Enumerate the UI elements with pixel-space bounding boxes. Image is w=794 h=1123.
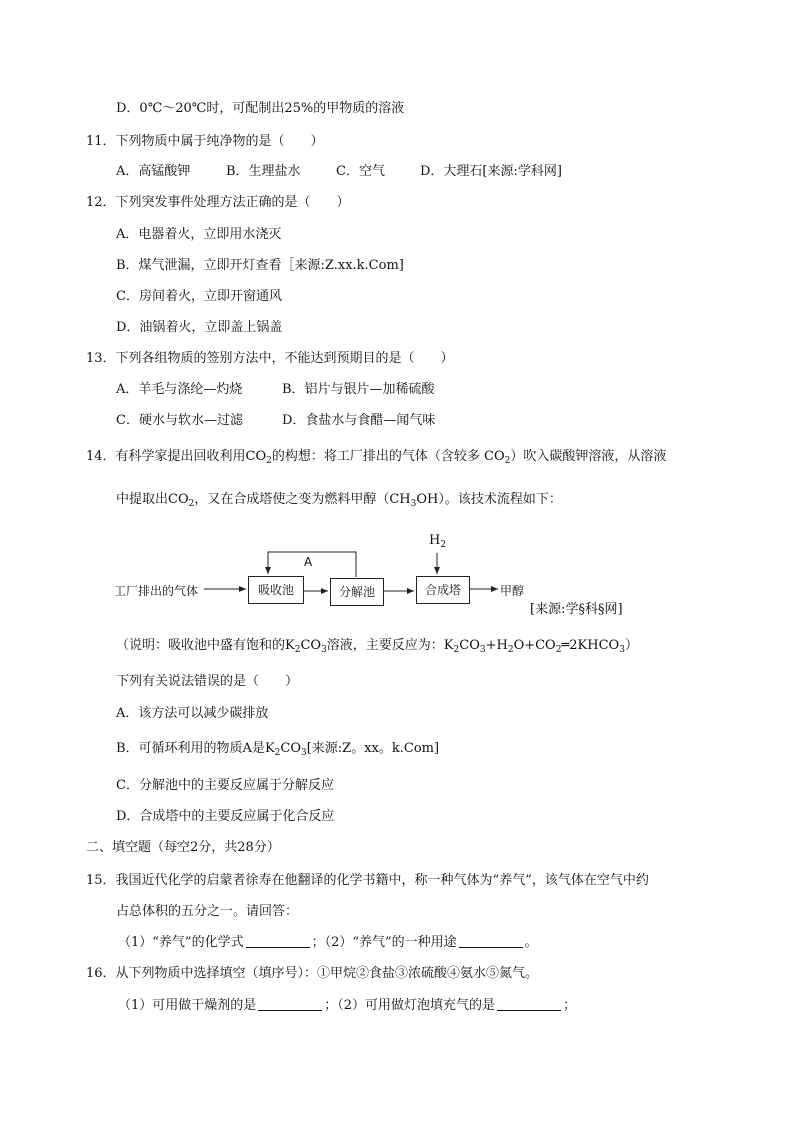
- q13-option-c: C．硬水与软水—过滤: [116, 413, 243, 428]
- q11-option-d: D．大理石[来源:学科网]: [420, 164, 562, 179]
- flow-loop-label: A: [304, 555, 313, 569]
- q13-options-row2: [116, 412, 435, 430]
- section-2-heading: 二、填空题（每空2分，共28分）: [86, 840, 280, 855]
- flow-decomposition-tank: 分解池: [330, 578, 384, 606]
- q15-blank-2[interactable]: [459, 935, 523, 948]
- q14-stem-line2: 中提取出$CO_2$，又在合成塔使之变为燃料甲醇$(CH_3OH)$。该技术流程如下：: [116, 492, 562, 509]
- q14-option-d: D．合成塔中的主要反应属于化合反应: [116, 809, 335, 824]
- q13-options-row1: [116, 381, 435, 399]
- q14-option-b: B．可循环利用的物质A是$K_2CO_3$[来源:Z。xx。k.Com]: [116, 741, 440, 758]
- q12-option-c: C．房间着火，立即开窗通风: [116, 289, 282, 304]
- q13-stem: 13．下列各组物质的签别方法中，不能达到预期目的是（ ）: [86, 351, 454, 366]
- q16-parts: （1）可用做干燥剂的是 ；（2）可用做灯泡填充气的是 ；: [118, 998, 577, 1013]
- q14-question: 下列有关说法错误的是（ ）: [116, 674, 299, 689]
- q15-blank-1[interactable]: [246, 935, 310, 948]
- q15-stem-line1: 15．我国近代化学的启蒙者徐寿在他翻译的化学书籍中，称一种气体为“养气”，该气体在空气中约: [86, 873, 649, 888]
- flow-h2-label: $H_2$: [429, 533, 447, 550]
- q11-stem: 11．下列物质中属于纯净物的是（ ）: [86, 134, 324, 149]
- q12-option-d: D．油锅着火，立即盖上锅盖: [116, 320, 283, 335]
- q12-option-a: A．电器着火，立即用水浇灭: [116, 227, 282, 242]
- q16-stem: 16．从下列物质中选择填空（填序号）：①甲烷②食盐③浓硫酸④氨水⑤氮气。: [86, 966, 539, 981]
- flow-output-label: 甲醇: [500, 584, 525, 598]
- q15-stem-line2: 占总体积的五分之一。请回答：: [116, 904, 299, 919]
- flow-source-note: [来源:学§科§网]: [530, 602, 623, 617]
- q12-option-b: B．煤气泄漏，立即开灯查看［来源:Z.xx.k.Com]: [116, 258, 404, 273]
- flow-absorption-tank: 吸收池: [248, 576, 304, 604]
- q14-option-c: C．分解池中的主要反应属于分解反应: [116, 778, 334, 793]
- q13-option-b: B．铝片与银片—加稀硫酸: [282, 382, 435, 397]
- q14-stem-line1: 14．有科学家提出回收利用$CO_2$的构想：将工厂排出的气体（含较多 $CO_2$）吹入碳酸钾溶液，从溶液: [86, 449, 667, 466]
- q16-blank-1[interactable]: [258, 998, 322, 1011]
- q11-option-c: C．空气: [336, 164, 385, 179]
- q14-note: （说明：吸收池中盛有饱和的$K_2CO_3$溶液，主要反应为：$K_2CO_3+H_2O+CO_2═2KHCO_3$）: [116, 638, 638, 655]
- q10-option-d: D．0℃～20℃时，可配制出25%的甲物质的溶液: [116, 101, 405, 116]
- q11-options: [116, 163, 562, 181]
- flow-input-label: 工厂排出的气体: [114, 584, 199, 598]
- q13-option-d: D．食盐水与食醋—闻气味: [282, 413, 436, 428]
- q12-stem: 12．下列突发事件处理方法正确的是（ ）: [86, 195, 350, 210]
- q16-blank-2[interactable]: [497, 998, 561, 1011]
- q13-option-a: A．羊毛与涤纶—灼烧: [116, 382, 243, 397]
- q15-parts: （1）“养气”的化学式 ；（2）“养气”的一种用途 。: [118, 935, 538, 950]
- q11-option-a: A．高锰酸钾: [116, 164, 191, 179]
- flow-synthesis-tower: 合成塔: [416, 576, 470, 604]
- q14-option-a: A．该方法可以减少碳排放: [116, 706, 269, 721]
- q11-option-b: B．生理盐水: [226, 164, 301, 179]
